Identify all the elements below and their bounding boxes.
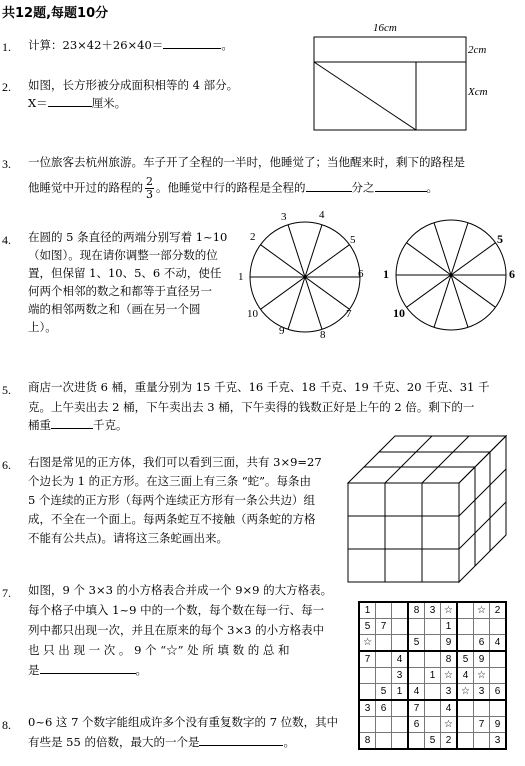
- sudoku-cell[interactable]: 7: [408, 700, 425, 717]
- problem-6-number: 6.: [2, 458, 11, 472]
- answer-blank-8[interactable]: [199, 733, 283, 746]
- sudoku-cell[interactable]: 5: [425, 733, 441, 750]
- sudoku-star-cell[interactable]: ☆: [441, 717, 458, 733]
- problem-8-line1: 0~6 这 7 个数字能组成许多个没有重复数字的 7 位数，其中: [28, 715, 339, 729]
- fraction-denominator: 3: [146, 188, 153, 201]
- sudoku-cell[interactable]: [457, 700, 474, 717]
- circle-2-label-6: 6: [509, 267, 515, 281]
- sudoku-cell[interactable]: [408, 651, 425, 668]
- problem-2-line1: 如图，长方形被分成面积相等的 4 部分。: [28, 78, 239, 92]
- sudoku-cell[interactable]: [457, 717, 474, 733]
- circle-2-label-5: 5: [497, 232, 503, 246]
- problem-3-line2: [28, 176, 438, 201]
- sudoku-cell[interactable]: [376, 733, 392, 750]
- sudoku-cell[interactable]: [490, 651, 507, 668]
- problem-7-post: 。: [135, 663, 147, 677]
- sudoku-cell[interactable]: [457, 602, 474, 619]
- sudoku-cell[interactable]: 3: [425, 602, 441, 619]
- answer-blank-5[interactable]: [51, 416, 93, 429]
- sudoku-cell[interactable]: 3: [392, 668, 409, 684]
- problem-5-line2: 克。上午卖出去 2 桶，下午卖出去 3 桶，下午卖得的钱数正好是上午的 2 倍。剩下的一: [28, 400, 475, 414]
- problem-1-end: 。: [221, 38, 233, 52]
- sudoku-star-cell[interactable]: ☆: [441, 602, 458, 619]
- sudoku-cell[interactable]: [392, 733, 409, 750]
- problem-4-line6: 上）。: [28, 320, 57, 334]
- sudoku-cell[interactable]: 6: [490, 684, 507, 701]
- sudoku-cell[interactable]: 3: [441, 684, 458, 701]
- circle-1-label-6: 6: [358, 268, 364, 280]
- rect-right-label-2: Xcm: [468, 86, 488, 98]
- problem-5-pre: 桶重: [28, 418, 51, 432]
- sudoku-cell[interactable]: 3: [474, 684, 490, 701]
- sudoku-row: [359, 651, 506, 668]
- circle-2-label-10: 10: [393, 306, 405, 320]
- problem-6-line3: 5 个连续的正方形（每两个连续正方形有一条公共边）组: [28, 493, 315, 507]
- sudoku-cell[interactable]: [408, 668, 425, 684]
- sudoku-row: [359, 684, 506, 701]
- sudoku-star-cell[interactable]: ☆: [441, 668, 458, 684]
- sudoku-cell[interactable]: 1: [441, 619, 458, 635]
- problem-5-line1: 商店一次进货 6 桶，重量分别为 15 千克、16 千克、18 千克、19 千克、20 千克、31 千: [28, 380, 490, 394]
- problem-3-mid2: 分之: [351, 180, 375, 195]
- sudoku-cell[interactable]: [425, 684, 441, 701]
- sudoku-cell[interactable]: [490, 619, 507, 635]
- sudoku-cell[interactable]: 5: [408, 635, 425, 652]
- problem-7-line5: [28, 659, 147, 681]
- problem-4-line1: 在圆的 5 条直径的两端分别写着 1~10: [28, 230, 228, 244]
- problem-3-mid: 。他睡觉中行的路程是全程的: [156, 180, 306, 195]
- sudoku-cell[interactable]: 9: [441, 635, 458, 652]
- rectangle-figure: [310, 20, 510, 135]
- sudoku-star-cell[interactable]: ☆: [457, 684, 474, 701]
- sudoku-cell[interactable]: [490, 700, 507, 717]
- sudoku-cell[interactable]: [457, 619, 474, 635]
- sudoku-cell[interactable]: 9: [490, 717, 507, 733]
- problem-7-line1: 如图，9 个 3×3 的小方格表合并成一个 9×9 的大方格表。: [28, 583, 333, 597]
- sudoku-cell[interactable]: [392, 619, 409, 635]
- sudoku-cell[interactable]: [376, 668, 392, 684]
- sudoku-cell[interactable]: [392, 635, 409, 652]
- problem-1-text: [28, 34, 233, 56]
- problem-3-pre: 他睡觉中开过的路程的: [28, 180, 143, 195]
- sudoku-cell[interactable]: [425, 717, 441, 733]
- problem-7-line3: 列中都只出现一次，并且在原来的每个 3×3 的小方格表中: [28, 623, 325, 637]
- sudoku-cell[interactable]: [408, 733, 425, 750]
- problem-6-line5: 不能有公共点)。请将这三条蛇画出来。: [28, 531, 228, 545]
- problem-4-line5: 端的相邻两数之和（画在另一个圆: [28, 302, 201, 316]
- sudoku-row: [359, 619, 506, 635]
- sudoku-cell[interactable]: [376, 635, 392, 652]
- problem-5-number: 5.: [2, 383, 11, 397]
- sudoku-row: [359, 733, 506, 750]
- problem-1-number: 1.: [2, 40, 11, 54]
- sudoku-cell[interactable]: [376, 602, 392, 619]
- page-header: 共12题,每题10分: [2, 6, 109, 21]
- problem-8-number: 8.: [2, 718, 11, 732]
- sudoku-cell[interactable]: [359, 684, 376, 701]
- sudoku-cell[interactable]: 6: [376, 700, 392, 717]
- fraction-numerator: 2: [146, 175, 153, 188]
- problem-8-line2: [28, 731, 295, 753]
- rect-top-label: 16cm: [373, 22, 397, 34]
- cube-figure: [340, 430, 520, 585]
- problem-2-number: 2.: [2, 80, 11, 94]
- problem-1-expression: 计算：23×42＋26×40＝: [28, 38, 164, 52]
- sudoku-star-cell[interactable]: ☆: [359, 635, 376, 652]
- sudoku-cell[interactable]: [425, 700, 441, 717]
- sudoku-star-cell[interactable]: ☆: [474, 668, 490, 684]
- sudoku-cell[interactable]: 6: [408, 717, 425, 733]
- sudoku-cell[interactable]: 4: [392, 651, 409, 668]
- circle-1-label-7: 7: [346, 308, 352, 320]
- circle-1-label-1: 1: [238, 271, 244, 283]
- rectangle-diagonal: [314, 62, 416, 130]
- sudoku-cell[interactable]: 8: [408, 602, 425, 619]
- problem-6-line4: 成，不全在一个面上。每两条蛇互不接触（两条蛇的方格: [28, 512, 316, 526]
- problem-8-pre: 有些是 55 的倍数，最大的一个是: [28, 735, 200, 749]
- circle-1-label-3: 3: [281, 211, 287, 223]
- circle-1-label-9: 9: [279, 325, 285, 337]
- sudoku-cell[interactable]: [359, 717, 376, 733]
- fraction-two-thirds: [145, 176, 154, 201]
- sudoku-cell[interactable]: 4: [490, 635, 507, 652]
- sudoku-cell[interactable]: 1: [392, 684, 409, 701]
- sudoku-cell[interactable]: 3: [490, 733, 507, 750]
- answer-blank-3a[interactable]: [306, 179, 352, 192]
- circle-2-label-1: 1: [383, 267, 389, 281]
- sudoku-cell[interactable]: [474, 733, 490, 750]
- sudoku-row: [359, 668, 506, 684]
- problem-3-number: 3.: [2, 157, 11, 171]
- problem-2-line2: [28, 92, 126, 114]
- sudoku-cell[interactable]: 1: [359, 602, 376, 619]
- sudoku-cell[interactable]: [425, 619, 441, 635]
- circle-1-label-2: 2: [250, 231, 256, 243]
- sudoku-cell[interactable]: [408, 619, 425, 635]
- problem-7-number: 7.: [2, 586, 11, 600]
- sudoku-cell[interactable]: 8: [359, 733, 376, 750]
- circle-1-label-4: 4: [319, 209, 325, 221]
- problem-4-line2: （如图）。现在请你调整一部分数的位: [28, 248, 218, 262]
- problem-7-pre: 是: [28, 663, 40, 677]
- rect-right-label-1: 2cm: [468, 44, 487, 56]
- problem-4-number: 4.: [2, 233, 11, 247]
- sudoku-cell[interactable]: 7: [359, 651, 376, 668]
- sudoku-cell[interactable]: [425, 651, 441, 668]
- circle-1-diameters: [250, 225, 360, 330]
- sudoku-cell[interactable]: 9: [474, 651, 490, 668]
- circle-diagram-2: [394, 218, 508, 332]
- sudoku-cell[interactable]: [376, 651, 392, 668]
- sudoku-cell[interactable]: [457, 635, 474, 652]
- problem-4-line3: 置，但保留 1、10、5、6 不动，使任: [28, 266, 222, 280]
- sudoku-cell[interactable]: [392, 700, 409, 717]
- sudoku-row: [359, 635, 506, 652]
- sudoku-cell[interactable]: [376, 717, 392, 733]
- sudoku-cell[interactable]: [359, 668, 376, 684]
- circle-1-label-10: 10: [247, 308, 258, 320]
- sudoku-cell[interactable]: 5: [457, 651, 474, 668]
- sudoku-cell[interactable]: 1: [425, 668, 441, 684]
- problem-6-line1: 右图是常见的正方体，我们可以看到三面，共有 3×9=27: [28, 455, 322, 469]
- cube-lines: [348, 436, 506, 582]
- sudoku-row: [359, 700, 506, 717]
- problem-7-line2: 每个格子中填入 1~9 中的一个数，每个数在每一行、每一: [28, 603, 325, 617]
- problem-5-post: 千克。: [93, 418, 128, 432]
- sudoku-cell[interactable]: [474, 619, 490, 635]
- problem-8-post: 。: [283, 735, 295, 749]
- circle-diagram-1: [248, 220, 362, 334]
- problem-2-x-label: X＝: [28, 96, 48, 110]
- rectangle-outline: [314, 37, 466, 130]
- problem-7-line4: 也 只 出 现 一 次 。 9 个 “☆” 处 所 填 数 的 总 和: [28, 643, 290, 657]
- sudoku-cell[interactable]: 7: [376, 619, 392, 635]
- sudoku-cell[interactable]: 5: [376, 684, 392, 701]
- sudoku-cell[interactable]: [392, 602, 409, 619]
- circle-1-label-8: 8: [320, 329, 326, 341]
- answer-blank-1[interactable]: [163, 36, 221, 49]
- answer-blank-3b[interactable]: [375, 179, 427, 192]
- sudoku-star-cell[interactable]: ☆: [474, 602, 490, 619]
- sudoku-row: [359, 717, 506, 733]
- answer-blank-2[interactable]: [48, 94, 92, 107]
- problem-4-line4: 何两个相邻的数之和都等于直径另一: [28, 284, 212, 298]
- sudoku-cell[interactable]: 4: [441, 700, 458, 717]
- sudoku-cell[interactable]: [425, 635, 441, 652]
- problem-5-line3: [28, 414, 128, 436]
- problem-3-line1: 一位旅客去杭州旅游。车子开了全程的一半时，他睡觉了；当他醒来时，剩下的路程是: [28, 155, 465, 169]
- circle-2-diameters: [396, 223, 506, 328]
- sudoku-cell[interactable]: [457, 733, 474, 750]
- problem-3-end: 。: [426, 180, 438, 195]
- sudoku-cell[interactable]: 3: [359, 700, 376, 717]
- sudoku-cell[interactable]: 2: [441, 733, 458, 750]
- sudoku-cell[interactable]: [490, 668, 507, 684]
- sudoku-cell[interactable]: 6: [474, 635, 490, 652]
- sudoku-row: [359, 602, 506, 619]
- sudoku-grid: [358, 601, 507, 750]
- sudoku-cell[interactable]: [474, 700, 490, 717]
- sudoku-cell[interactable]: 8: [441, 651, 458, 668]
- problem-2-unit: 厘米。: [91, 96, 127, 110]
- sudoku-cell[interactable]: 5: [359, 619, 376, 635]
- problem-6-line2: 个边长为 1 的正方形。在这三面上有三条 “蛇”。每条由: [28, 474, 312, 488]
- circle-1-label-5: 5: [350, 234, 356, 246]
- sudoku-cell[interactable]: 4: [457, 668, 474, 684]
- sudoku-cell[interactable]: 2: [490, 602, 507, 619]
- sudoku-cell[interactable]: [392, 717, 409, 733]
- answer-blank-7[interactable]: [40, 661, 136, 674]
- sudoku-cell[interactable]: 4: [408, 684, 425, 701]
- sudoku-cell[interactable]: 7: [474, 717, 490, 733]
